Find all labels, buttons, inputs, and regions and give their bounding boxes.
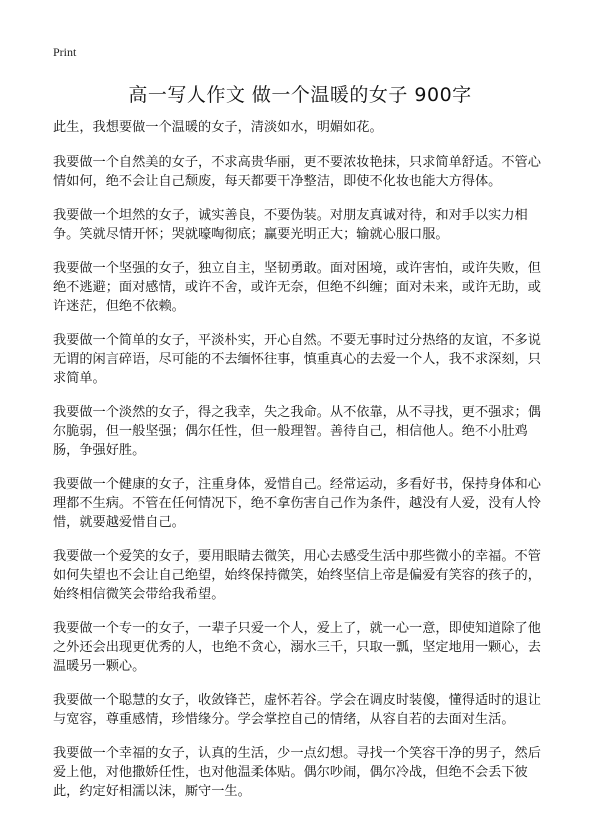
paragraph-candid: 我要做一个坦然的女子，诚实善良，不要伪装。对朋友真诚对待，和对手以实力相争。笑就尽情开怀；哭就嚎啕彻底；赢要光明正大；输就心服口服。 (53, 208, 528, 242)
paragraph-natural: 我要做一个自然美的女子，不求高贵华丽，更不要浓妆艳抹，只求简单舒适。不管心情如何，绝不会让自己颓废，每天都要干净整洁，即使不化妆也能大方得体。 (53, 155, 541, 189)
paragraph-happy: 我要做一个幸福的女子，认真的生活，少一点幻想。寻找一个笑容干净的男子，然后爱上他，对他撒娇任性，也对他温柔体贴。偶尔吵闹，偶尔冷战，但绝不会丢下彼此，约定好相濡以沫，厮守一生。 (53, 746, 541, 799)
paragraph-smiling: 我要做一个爱笑的女子，要用眼睛去微笑，用心去感受生活中那些微小的幸福。不管如何失望也不会让自己绝望，始终保持微笑，始终坚信上帝是偏爱有笑容的孩子的，始终相信微笑会带给我希望。 (53, 549, 541, 602)
paragraph-healthy: 我要做一个健康的女子，注重身体，爱惜自己。经常运动，多看好书，保持身体和心理都不生病。不管在任何情况下，绝不拿伤害自己作为条件，越没有人爱，没有人怜惜，就要越爱惜自己。 (53, 477, 541, 530)
paragraph-devoted: 我要做一个专一的女子，一辈子只爱一个人，爱上了，就一心一意，即使知道除了他之外还会出现更优秀的人，也绝不贪心，溺水三千，只取一瓢，坚定地用一颗心，去温暖另一颗心。 (53, 621, 541, 674)
print-label: Print (53, 45, 77, 59)
paragraph-calm: 我要做一个淡然的女子，得之我幸，失之我命。从不依靠，从不寻找，更不强求；偶尔脆弱，但一般坚强；偶尔任性，但一般理智。善待自己，相信他人。绝不小肚鸡肠，争强好胜。 (53, 405, 541, 458)
paragraph-wise: 我要做一个聪慧的女子，收敛锋芒，虚怀若谷。学会在调皮时装傻，懂得适时的退让与宽容，尊重感情，珍惜缘分。学会掌控自己的情绪，从容自若的去面对生活。 (53, 693, 541, 727)
paragraph-intro: 此生，我想要做一个温暖的女子，清淡如水，明媚如花。 (53, 120, 383, 135)
page-title: 高一写人作文 做一个温暖的女子 900字 (128, 84, 472, 106)
paragraph-simple: 我要做一个简单的女子，平淡朴实，开心自然。不要无事时过分热络的友谊，不多说无谓的闲言碎语，尽可能的不去缅怀往事，慎重真心的去爱一个人，我不求深刻，只求简单。 (53, 333, 541, 386)
paragraph-strong: 我要做一个坚强的女子，独立自主，坚韧勇敢。面对困境，或许害怕，或许失败，但绝不逃避；面对感情，或许不舍，或许无奈，但绝不纠缠；面对未来，或许无助，或许迷茫，但绝不依赖。 (53, 261, 541, 314)
essay-body (53, 118, 549, 816)
